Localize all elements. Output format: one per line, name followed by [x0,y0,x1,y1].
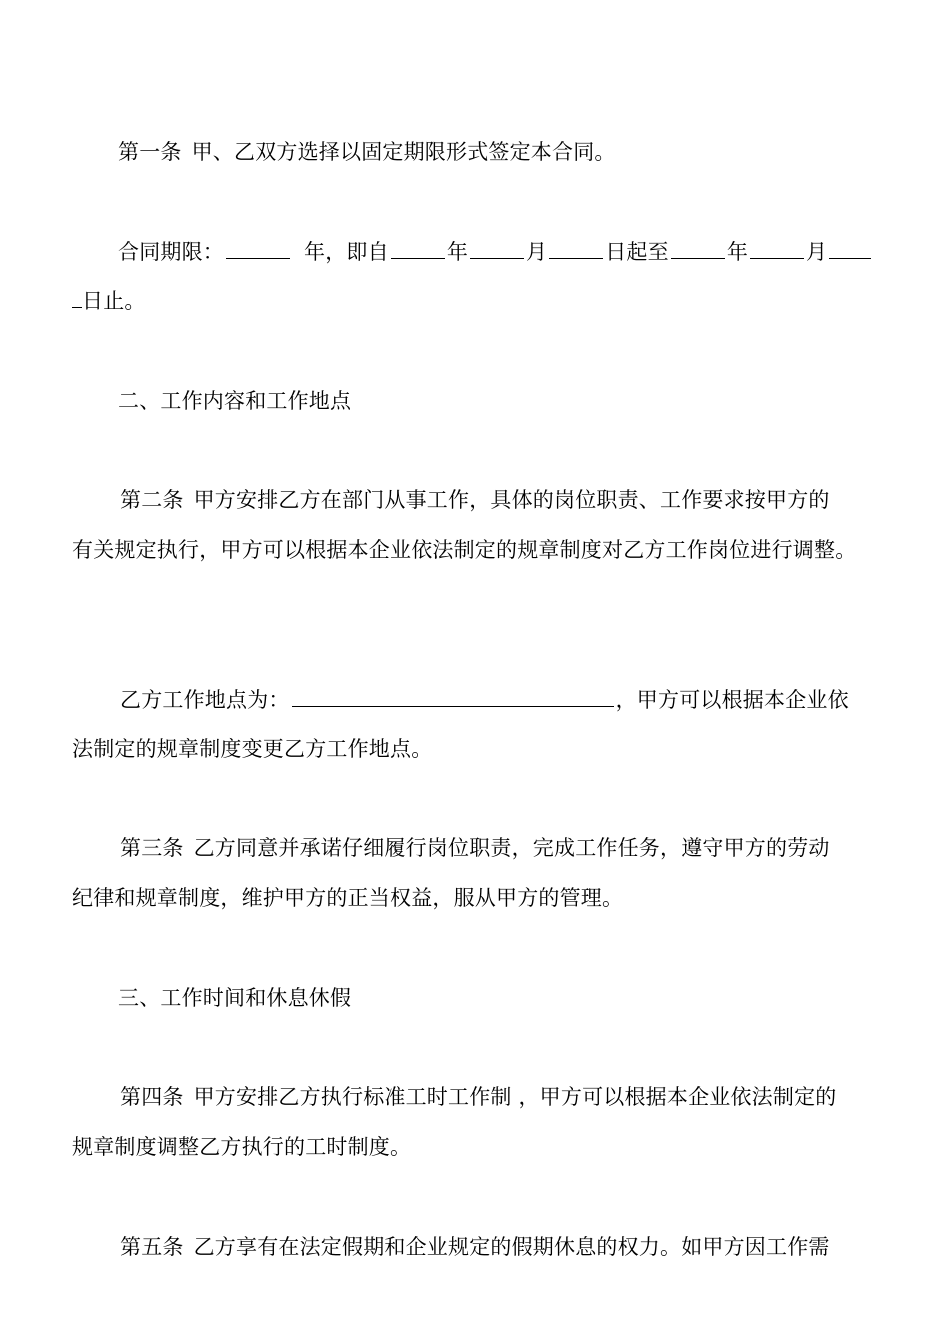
article-1 [118,138,938,166]
article-1-text: 甲、乙双方选择以固定期限形式签定本合同。 [191,140,616,164]
term-text-6: 月 [806,240,828,264]
article-4-label: 第四条 [120,1085,184,1109]
article-4-line-2: 规章制度调整乙方执行的工时制度。 [72,1135,412,1159]
article-2-line-1 [120,486,940,514]
end-day-blank[interactable] [829,240,871,259]
term-text-1: 年，即自 [304,240,389,264]
section-3-title: 三、工作时间和休息休假 [118,986,352,1010]
start-day-blank[interactable] [549,240,603,259]
article-2-text-1: 甲方安排乙方在部门从事工作，具体的岗位职责、工作要求按甲方的 [193,488,830,512]
term-text-2: 年 [446,240,469,264]
article-5-line-1 [120,1233,940,1261]
start-year-blank[interactable] [391,240,445,259]
workplace-label: 乙方工作地点为： [120,688,290,712]
end-year-blank[interactable] [671,240,725,259]
term-text-7: 日止。 [82,289,146,313]
term-label: 合同期限： [118,240,224,264]
article-5-label: 第五条 [120,1235,184,1259]
article-3-line-1 [120,834,940,862]
article-1-label: 第一条 [118,140,182,164]
article-2-label: 第二条 [120,488,184,512]
term-text-4: 日起至 [605,240,669,264]
end-month-blank[interactable] [750,240,804,259]
article-2-line-2: 有关规定执行，甲方可以根据本企业依法制定的规章制度对乙方工作岗位进行调整。 [72,538,857,562]
contract-term-line-2 [72,287,892,315]
workplace-blank[interactable] [292,688,614,707]
article-4-text-1: 甲方安排乙方执行标准工时工作制 ，甲方可以根据本企业依法制定的 [193,1085,837,1109]
workplace-line-1 [120,686,940,714]
start-month-blank[interactable] [470,240,524,259]
term-text-5: 年 [726,240,749,264]
article-3-label: 第三条 [120,836,184,860]
workplace-line-2: 法制定的规章制度变更乙方工作地点。 [72,737,433,761]
article-4-line-1 [120,1083,940,1111]
term-years-blank[interactable] [226,240,290,259]
term-text-3: 月 [526,240,548,264]
article-5-text-1: 乙方享有在法定假期和企业规定的假期休息的权力。如甲方因工作需 [193,1235,830,1259]
workplace-tail: ，甲方可以根据本企业依 [615,688,849,712]
article-3-line-2: 纪律和规章制度，维护甲方的正当权益，服从甲方的管理。 [72,886,624,910]
section-2-title: 二、工作内容和工作地点 [118,389,352,413]
contract-term-line-1 [118,238,938,266]
end-day-blank-cont[interactable] [72,289,82,308]
article-3-text-1: 乙方同意并承诺仔细履行岗位职责，完成工作任务，遵守甲方的劳动 [193,836,830,860]
